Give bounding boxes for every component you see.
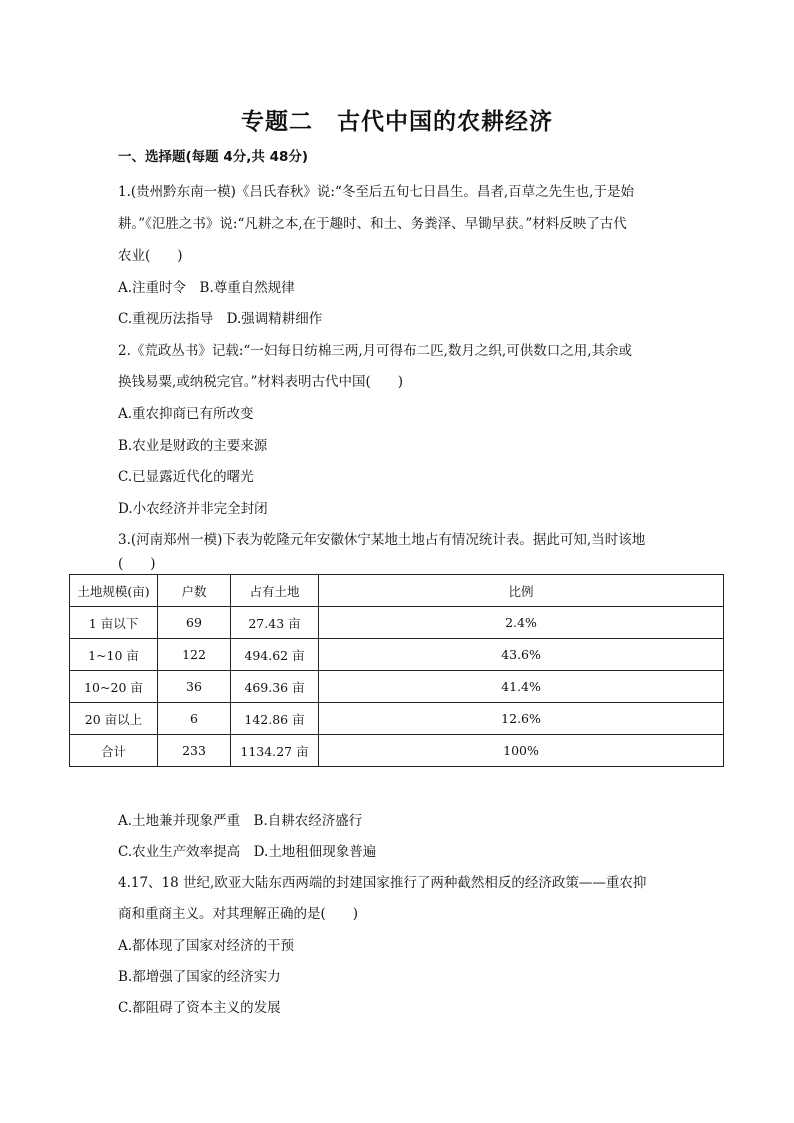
q1-line-3: 农业( ) xyxy=(118,248,183,264)
q4-option-c: C.都阻碍了资本主义的发展 xyxy=(118,1000,281,1016)
table-cell: 41.4% xyxy=(319,671,724,703)
table-cell: 1 亩以下 xyxy=(70,607,158,639)
table-cell: 142.86 亩 xyxy=(231,703,319,735)
section-heading: 一、选择题(每题 4分,共 48分) xyxy=(118,149,309,165)
q3-line-2: ( ) xyxy=(118,556,156,572)
table-cell: 494.62 亩 xyxy=(231,639,319,671)
table-row xyxy=(70,607,724,639)
table-row xyxy=(70,703,724,735)
q1-line-1: 1.(贵州黔东南一模)《吕氏春秋》说:“冬至后五旬七日昌生。昌者,百草之先生也,于是始 xyxy=(118,184,634,200)
page-title: 专题二 古代中国的农耕经济 xyxy=(241,109,553,135)
table-cell: 469.36 亩 xyxy=(231,671,319,703)
q2-option-a: A.重农抑商已有所改变 xyxy=(118,406,254,422)
land-statistics-table xyxy=(69,574,724,767)
table-cell: 27.43 亩 xyxy=(231,607,319,639)
q1-options-cd: C.重视历法指导 D.强调精耕细作 xyxy=(118,311,323,327)
table-cell: 2.4% xyxy=(319,607,724,639)
table-row xyxy=(70,639,724,671)
q2-option-c: C.已显露近代化的曙光 xyxy=(118,469,254,485)
q4-line-1: 4.17、18 世纪,欧亚大陆东西两端的封建国家推行了两种截然相反的经济政策——重农抑 xyxy=(118,875,647,891)
q2-option-b: B.农业是财政的主要来源 xyxy=(118,438,268,454)
table-header-cell: 户数 xyxy=(158,575,231,607)
table-cell: 233 xyxy=(158,735,231,767)
q3-line-1: 3.(河南郑州一模)下表为乾隆元年安徽休宁某地土地占有情况统计表。据此可知,当时该地 xyxy=(118,532,646,548)
q4-line-2: 商和重商主义。对其理解正确的是( ) xyxy=(118,906,359,922)
table-cell: 12.6% xyxy=(319,703,724,735)
table-header-row xyxy=(70,575,724,607)
q4-option-b: B.都增强了国家的经济实力 xyxy=(118,969,281,985)
q4-option-a: A.都体现了国家对经济的干预 xyxy=(118,938,295,954)
table-cell: 6 xyxy=(158,703,231,735)
table-cell: 69 xyxy=(158,607,231,639)
table-header-cell: 占有土地 xyxy=(231,575,319,607)
table-cell: 合计 xyxy=(70,735,158,767)
table-cell: 43.6% xyxy=(319,639,724,671)
table-cell: 36 xyxy=(158,671,231,703)
q1-line-2: 耕。”《氾胜之书》说:“凡耕之本,在于趣时、和土、务粪泽、早锄早获。”材料反映了古代 xyxy=(118,216,627,232)
table-cell: 122 xyxy=(158,639,231,671)
table-cell: 10~20 亩 xyxy=(70,671,158,703)
table-header-cell: 比例 xyxy=(319,575,724,607)
q3-options-cd: C.农业生产效率提高 D.土地租佃现象普遍 xyxy=(118,844,377,860)
table-cell: 20 亩以上 xyxy=(70,703,158,735)
q2-line-1: 2.《荒政丛书》记载:“一妇每日纺棉三两,月可得布二匹,数月之织,可供数口之用,其余或 xyxy=(118,343,632,359)
table-row-total xyxy=(70,735,724,767)
table-cell: 1134.27 亩 xyxy=(231,735,319,767)
q2-line-2: 换钱易粟,或纳税完官。”材料表明古代中国( ) xyxy=(118,374,403,390)
table-header-cell: 土地规模(亩) xyxy=(70,575,158,607)
q2-option-d: D.小农经济并非完全封闭 xyxy=(118,501,268,517)
table-cell: 1~10 亩 xyxy=(70,639,158,671)
q1-options-ab: A.注重时令 B.尊重自然规律 xyxy=(118,280,295,296)
q3-options-ab: A.土地兼并现象严重 B.自耕农经济盛行 xyxy=(118,813,363,829)
table-cell: 100% xyxy=(319,735,724,767)
table-row xyxy=(70,671,724,703)
